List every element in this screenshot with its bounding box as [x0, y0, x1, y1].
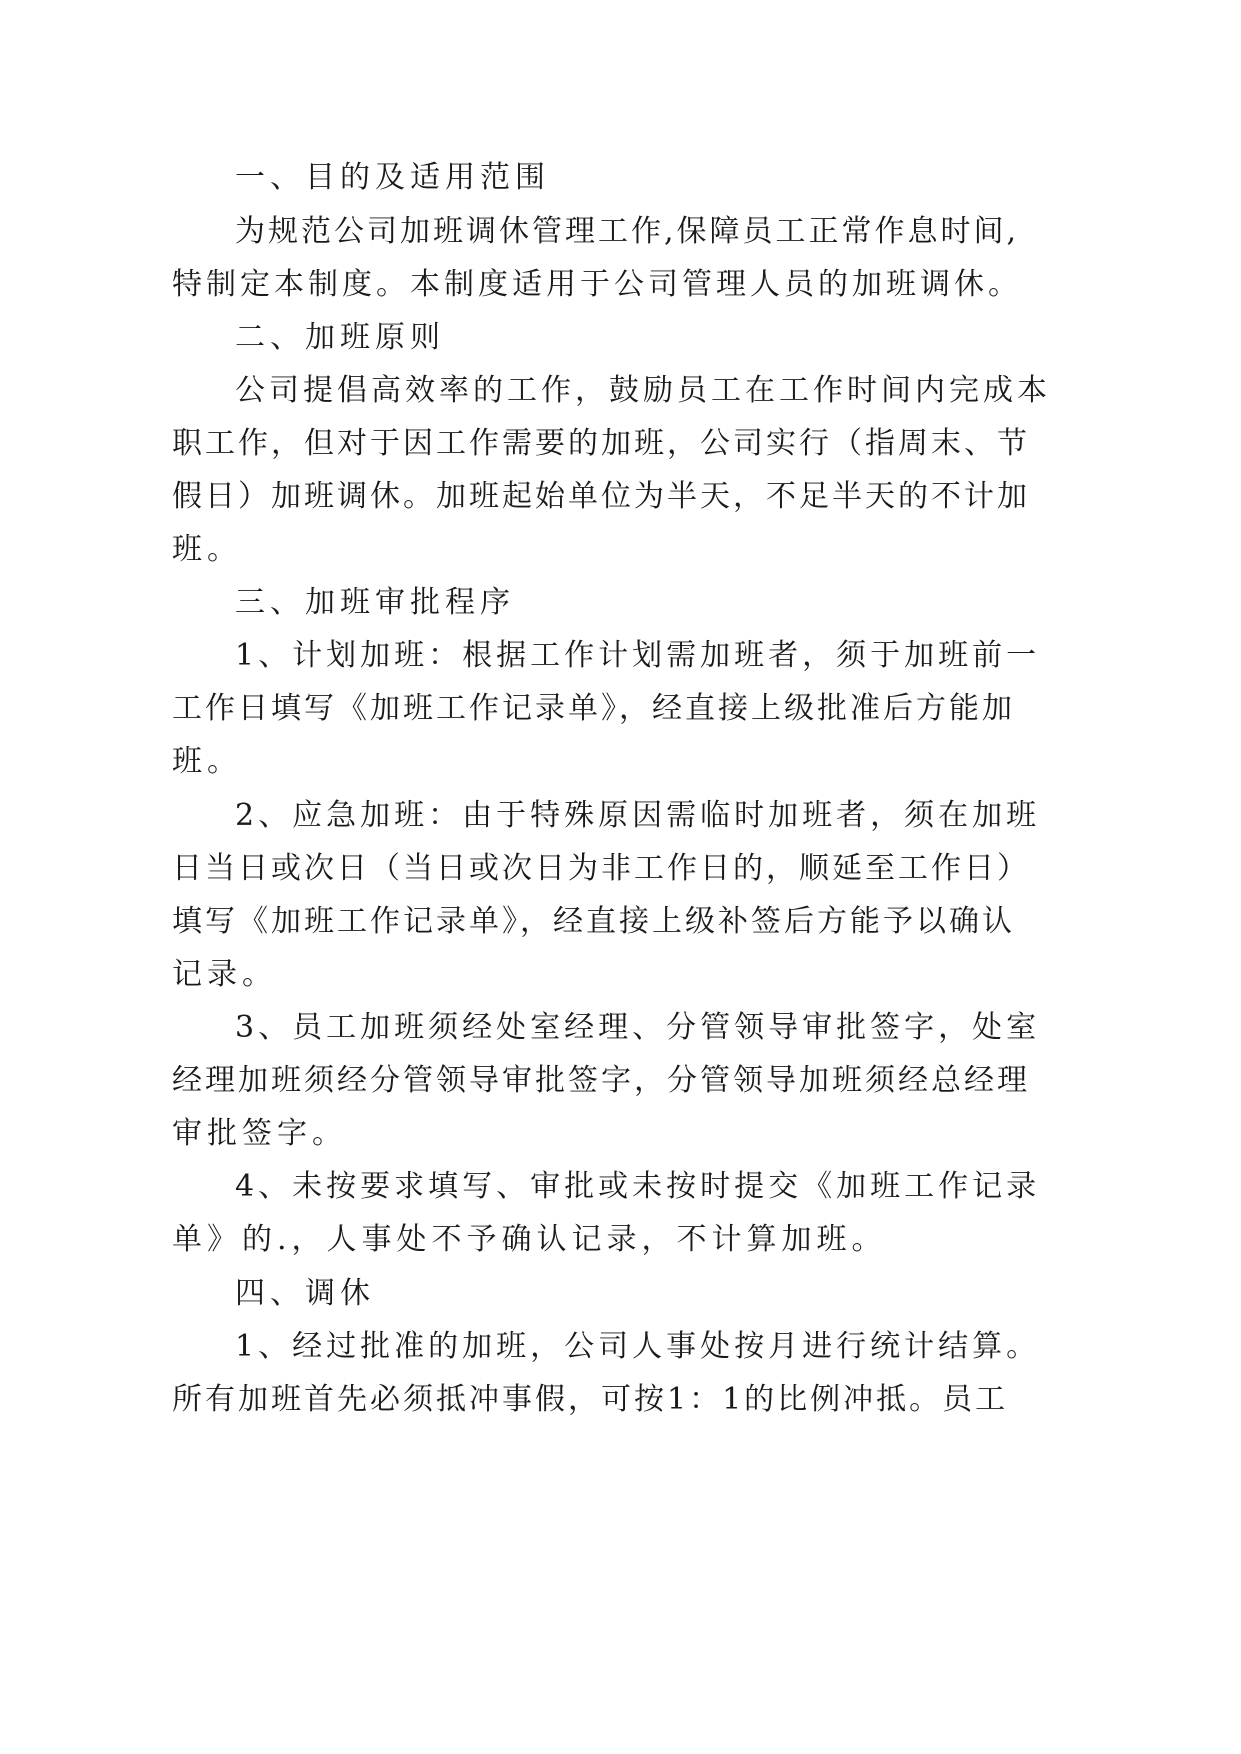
paragraph-line: 特制定本制度。本制度适用于公司管理人员的加班调休。 — [172, 267, 1022, 302]
paragraph-line: 为规范公司加班调休管理工作,保障员工正常作息时间, — [235, 214, 1020, 249]
paragraph-line: 审批签字。 — [172, 1116, 347, 1151]
section-heading-overtime-principle: 二、加班原则 — [235, 320, 445, 355]
paragraph-line: 4、未按要求填写、审批或未按时提交《加班工作记录 — [235, 1169, 1041, 1204]
paragraph-line: 1、经过批准的加班，公司人事处按月进行统计结算。 — [235, 1329, 1041, 1364]
paragraph-line: 单》的.，人事处不予确认记录，不计算加班。 — [172, 1222, 887, 1257]
paragraph-line: 经理加班须经分管领导审批签字，分管领导加班须经总经理 — [172, 1063, 1030, 1098]
paragraph-line: 班。 — [172, 532, 242, 567]
paragraph-line: 所有加班首先必须抵冲事假，可按1：1的比例冲抵。员工 — [172, 1382, 1009, 1417]
paragraph-line: 班。 — [172, 744, 242, 779]
paragraph-line: 假日）加班调休。加班起始单位为半天，不足半天的不计加 — [172, 479, 1030, 514]
paragraph-line: 2、应急加班：由于特殊原因需临时加班者，须在加班 — [235, 798, 1041, 833]
paragraph-line: 日当日或次日（当日或次日为非工作日的，顺延至工作日） — [172, 851, 1030, 886]
paragraph-line: 职工作，但对于因工作需要的加班，公司实行（指周末、节 — [172, 426, 1030, 461]
paragraph-line: 填写《加班工作记录单》，经直接上级补签后方能予以确认 — [172, 904, 1015, 939]
paragraph-line: 记录。 — [172, 957, 277, 992]
paragraph-line: 工作日填写《加班工作记录单》，经直接上级批准后方能加 — [172, 691, 1015, 726]
section-heading-purpose: 一、目的及适用范围 — [235, 160, 550, 195]
paragraph-line: 1、计划加班：根据工作计划需加班者，须于加班前一 — [235, 638, 1041, 673]
paragraph-line: 公司提倡高效率的工作，鼓励员工在工作时间内完成本 — [235, 373, 1051, 408]
section-heading-approval-procedure: 三、加班审批程序 — [235, 585, 515, 620]
paragraph-line: 3、员工加班须经处室经理、分管领导审批签字，处室 — [235, 1010, 1041, 1045]
section-heading-time-off: 四、调休 — [235, 1276, 375, 1311]
